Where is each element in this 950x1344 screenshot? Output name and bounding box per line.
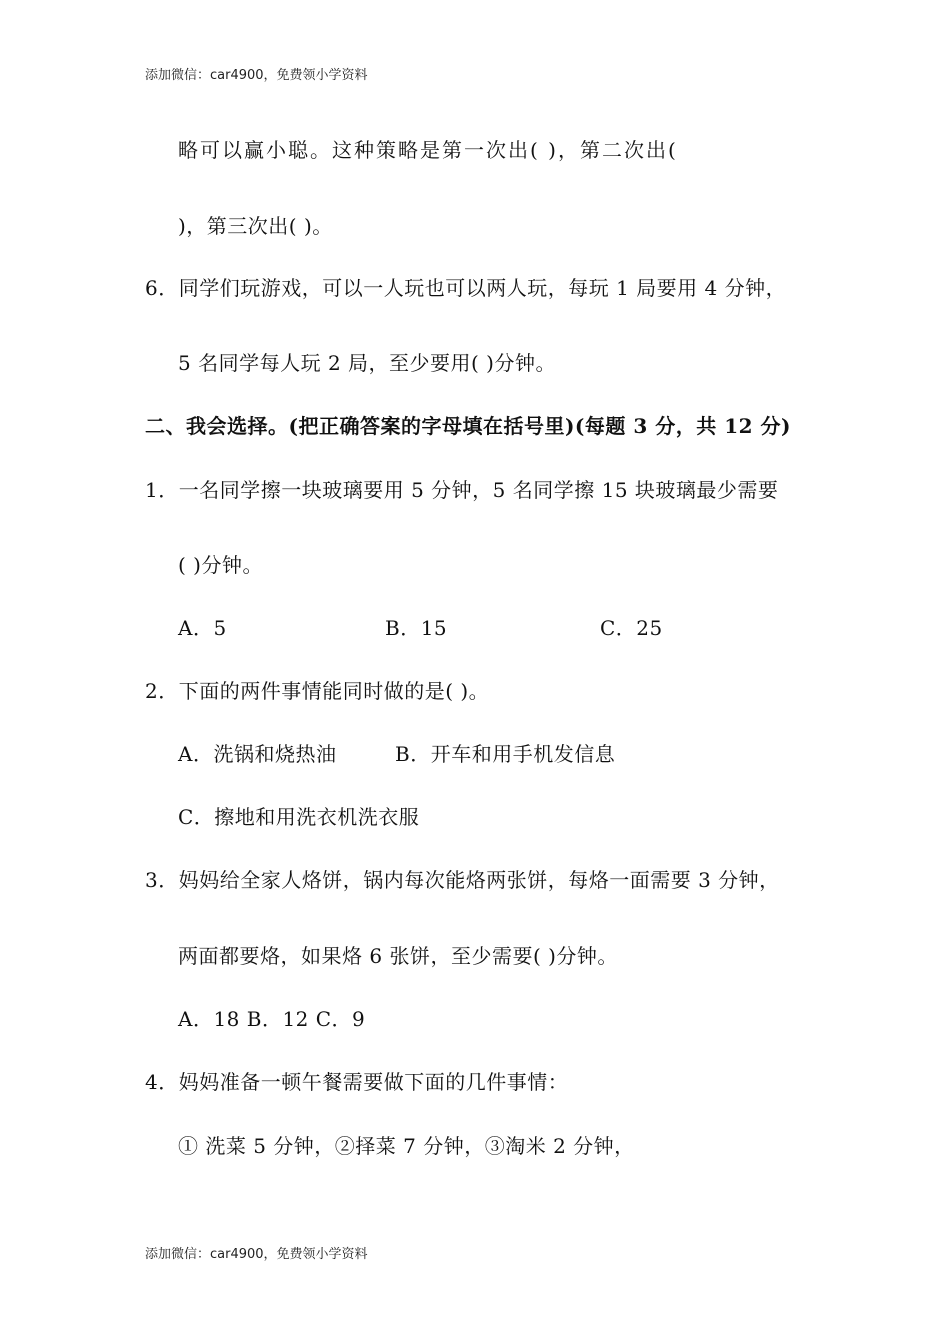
- q1-option-b: B．15: [385, 616, 448, 640]
- q3-line2: 两面都要烙，如果烙 6 张饼，至少需要( )分钟。: [178, 944, 618, 968]
- q5-continuation-line1: 略可以赢小聪。这种策略是第一次出( )，第二次出(: [178, 138, 678, 162]
- q3-line1: 3．妈妈给全家人烙饼，锅内每次能烙两张饼，每烙一面需要 3 分钟，: [145, 868, 780, 892]
- q6-line1: 6．同学们玩游戏，可以一人玩也可以两人玩，每玩 1 局要用 4 分钟，: [145, 276, 787, 300]
- q1-line1: 1．一名同学擦一块玻璃要用 5 分钟，5 名同学擦 15 块玻璃最少需要: [145, 478, 779, 502]
- q1-option-c: C．25: [600, 616, 663, 640]
- q5-continuation-line2: )，第三次出( )。: [178, 214, 333, 238]
- q4-line1: 4．妈妈准备一顿午餐需要做下面的几件事情：: [145, 1070, 569, 1094]
- q2-option-c: C．擦地和用洗衣机洗衣服: [178, 805, 420, 829]
- q3-options: A．18 B．12 C．9: [178, 1007, 366, 1031]
- q2-option-a: A．洗锅和烧热油: [178, 742, 337, 766]
- q6-line2: 5 名同学每人玩 2 局，至少要用( )分钟。: [178, 351, 556, 375]
- q2-line1: 2．下面的两件事情能同时做的是( )。: [145, 679, 490, 703]
- watermark-top: 添加微信：car4900，免费领小学资料: [145, 68, 368, 83]
- watermark-bottom: 添加微信：car4900，免费领小学资料: [145, 1247, 368, 1262]
- q4-line2: ① 洗菜 5 分钟，②择菜 7 分钟，③淘米 2 分钟，: [178, 1134, 635, 1158]
- section2-heading: 二、我会选择。(把正确答案的字母填在括号里)(每题 3 分，共 12 分): [145, 414, 791, 438]
- q1-option-a: A．5: [178, 616, 227, 640]
- q1-line2: ( )分钟。: [178, 553, 263, 577]
- q2-option-b: B．开车和用手机发信息: [395, 742, 616, 766]
